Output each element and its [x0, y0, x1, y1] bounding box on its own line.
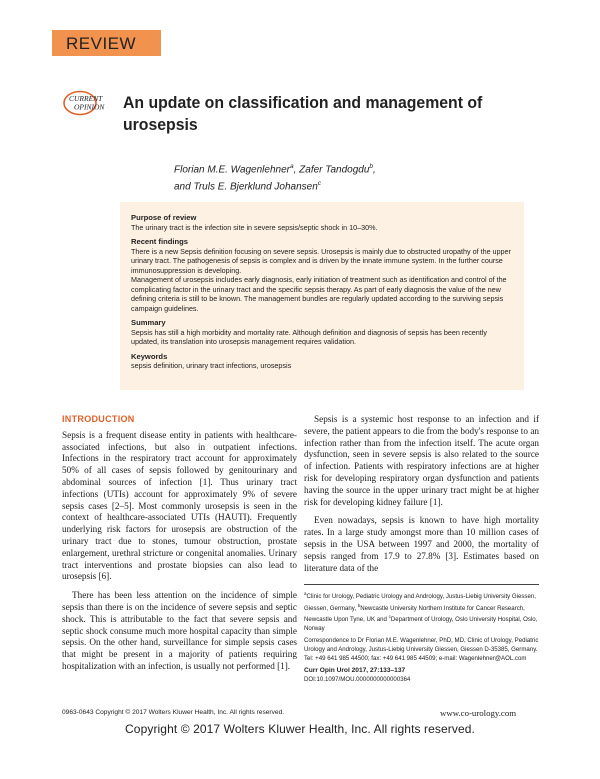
body-column-right [304, 414, 539, 574]
author-name: and Truls E. Bjerklund Johansen [174, 181, 318, 193]
affiliations [304, 590, 539, 633]
author-separator: , [293, 164, 300, 176]
introduction-heading: INTRODUCTION [62, 414, 135, 424]
issn-copyright: 0963-0643 Copyright © 2017 Wolters Kluwer Health, Inc. All rights reserved. [62, 709, 285, 716]
body-column-left [62, 414, 297, 673]
body-paragraph: There has been less attention on the incidence of simple sepsis than there is on the incidence of severe sepsis and septic shock. This is attributable to the fact that severe sepsis and septic shock consume much more hospital capacity than simple sepsis. On the other hand, surveillance for simple sepsis cases that might be present in a majority of patients requiring hospitalization with an infection, is usually not performed [1]. [62, 590, 297, 671]
author-separator: , [373, 164, 376, 176]
body-paragraph: Sepsis is a frequent disease entity in patients with healthcare-associated infections, but also in outpatient infections. Infections in the respiratory tract account for approximately 50% of all cases of sepsis followed by genitourinary and abdominal sources of infection [1]. Thus urinary tract infections (UTIs) account for approximately 9% of severe sepsis cases [2–5]. Most commonly urosepsis is seen in the context of healthcare-associated UTIs (HAUTI). Frequently underlying risk factors for urosepsis are obstruction of the urinary tract due to stones, tumour obstruction, prostate enlargement, urethral stricture or congenital anomalies. Urinary tract interventions and prostate biopsies can also lead to urosepsis [6]. [62, 429, 297, 582]
footnote-divider [304, 584, 539, 585]
author-name: Zafer Tandogdu [299, 164, 370, 176]
svg-text:CURRENT: CURRENT [69, 94, 103, 103]
author-line-1 [174, 160, 514, 177]
current-opinion-logo [62, 90, 112, 116]
author-name: Florian M.E. Wagenlehner [174, 164, 290, 176]
affiliation-mark: c [388, 614, 391, 620]
journal-citation: Curr Opin Urol 2017, 27:133–137 [304, 667, 406, 675]
keywords-text: sepsis definition, urinary tract infections, urosepsis [131, 361, 292, 370]
affiliation-text: Clinic for Urology, Pediatric Urology and Andrology, Justus-Liebig University Giessen, Giessen, Germany, [304, 593, 536, 612]
affiliation-text: Newcastle University Northern Institute for Cancer Research, Newcastle Upon Tyne, UK and [304, 604, 525, 624]
findings-text: There is a new Sepsis definition focusing on severe sepsis. Urosepsis is mainly due to obstructed uropathy of the upper urinary tract. The pathogenesis of sepsis is complex and is driven by the innate immune system. In the further course immunosuppression is developing. [131, 246, 511, 275]
author-affiliation-mark: c [317, 180, 322, 188]
author-list [174, 160, 514, 195]
purpose-text: The urinary tract is the infection site in severe sepsis/septic shock in 10–30%. [131, 222, 378, 232]
author-affiliation-mark: b [369, 163, 374, 170]
author-line-2 [174, 177, 514, 194]
affiliation-text: Department of Urology, Oslo University Hospital, Oslo, Norway [304, 616, 538, 632]
findings-heading: Recent findings [131, 237, 188, 246]
body-paragraph: Even nowadays, sepsis is known to have high mortality rates. In a large study amongst more than 10 million cases of sepsis in the USA between 1997 and 2000, the mortality of sepsis ranged from 17.9 to 27.8% [3]. Estimates based on literature data of the [304, 515, 539, 573]
summary-heading: Summary [131, 318, 166, 327]
abstract-box [120, 202, 524, 390]
doi: DOI:10.1097/MOU.0000000000000364 [304, 675, 411, 683]
review-section-tag: REVIEW [52, 30, 161, 56]
author-affiliation-mark: a [289, 163, 294, 170]
affiliation-mark: b [357, 602, 361, 608]
purpose-heading: Purpose of review [131, 213, 197, 222]
keywords-heading: Keywords [131, 351, 168, 361]
affiliation-mark: a [304, 591, 307, 596]
copyright-banner: Copyright © 2017 Wolters Kluwer Health, Inc. All rights reserved. [125, 722, 475, 736]
footnotes [304, 590, 539, 684]
article-title: An update on classification and management of urosepsis [123, 93, 483, 134]
body-paragraph: Sepsis is a systemic host response to an infection and if severe, the patient appears to die from the body's response to an infection rather than from the infection itself. The acute organ dysfunction, seen in severe sepsis is also related to the source of infection. Patients with respiratory infections are at higher risk for developing respiratory organ dysfunction and patients having the source in the upper urinary tract might be at higher risk for developing kidney failure [1]. [304, 414, 539, 507]
summary-text: Sepsis has still a high morbidity and mortality rate. Although definition and diagnosis of sepsis has been recently updated, its translation into urosepsis management requires validation. [131, 327, 487, 346]
journal-url[interactable]: www.co-urology.com [440, 708, 517, 718]
correspondence: Correspondence to Dr Florian M.E. Wagenlehner, PhD, MD, Clinic of Urology, Pediatric Urology and Andrology, Justus-Liebig University Giessen, Giessen D-35385, Germany. Tel: +49 641 985 44500; fax: +49 641 985 44509; e-mail: Wagenlehner@AOL.com [304, 637, 539, 662]
findings-text: Management of urosepsis includes early diagnosis, early initiation of treatment such as identification and control of the complicating factor in the urinary tract and the specific sepsis therapy. As part of early diagnosis the value of the new defining criteria is still to be known. The management bundles are regularly updated according to the surviving sepsis campaign guidelines. [131, 275, 507, 313]
svg-text:OPINION: OPINION [74, 102, 105, 112]
